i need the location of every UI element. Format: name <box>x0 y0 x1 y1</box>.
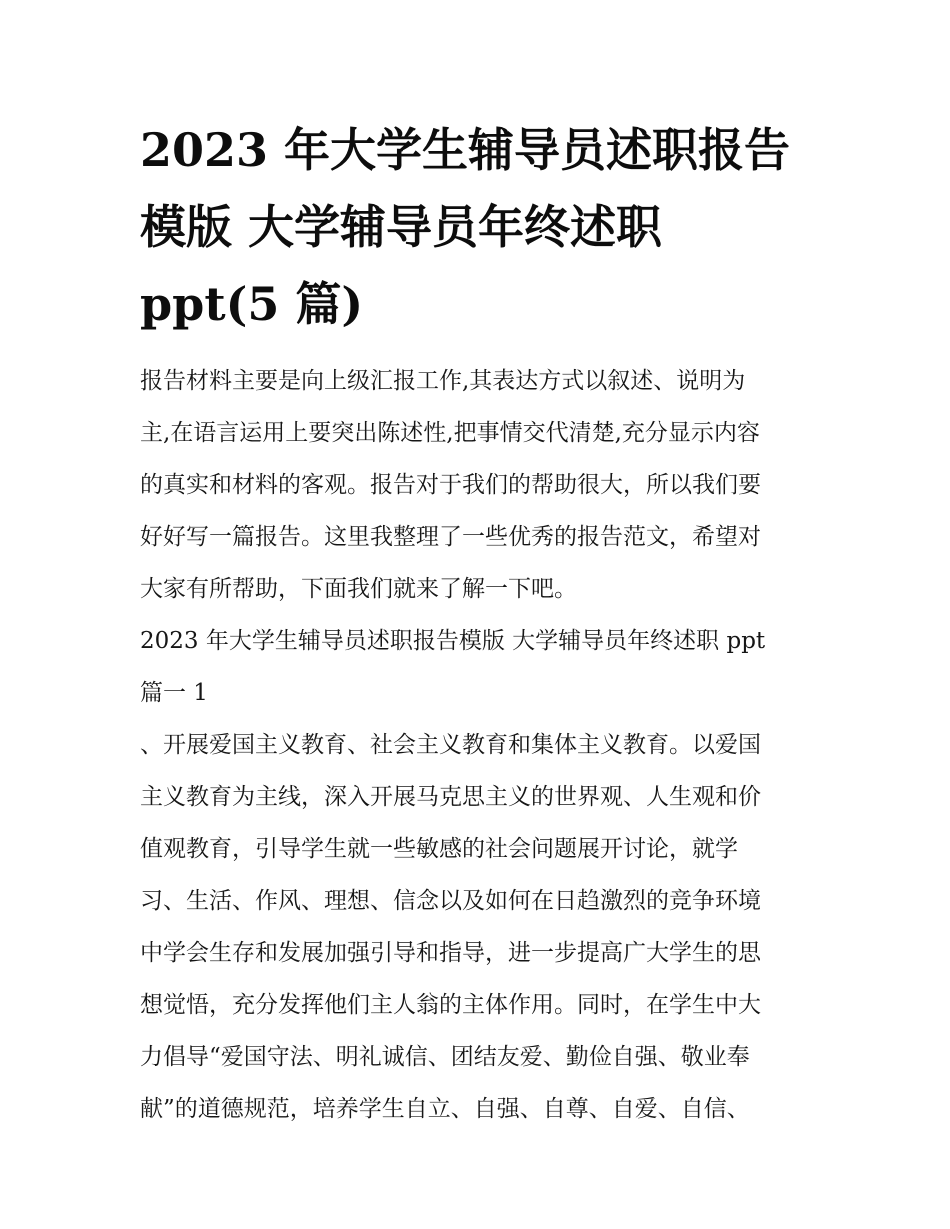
title-line: 2023 年大学生辅导员述职报告 <box>140 123 791 177</box>
text-line: 大家有所帮助，下面我们就来了解一下吧。 <box>140 576 577 602</box>
text-line: 习、生活、作风、理想、信念以及如何在日趋激烈的竞争环境 <box>140 888 761 914</box>
document-body <box>140 355 820 1135</box>
title-line: 模版 大学辅导员年终述职 <box>140 200 663 254</box>
text-line: 想觉悟，充分发挥他们主人翁的主体作用。同时，在学生中大 <box>140 992 761 1018</box>
text-line: 献”的道德规范，培养学生自立、自强、自尊、自爱、自信、 <box>140 1096 750 1122</box>
text-line: 值观教育，引导学生就一些敏感的社会问题展开讨论，就学 <box>140 836 738 862</box>
text-line: 主义教育为主线，深入开展马克思主义的世界观、人生观和价 <box>140 784 761 810</box>
section-paragraph <box>140 719 820 1135</box>
text-line: 2023 年大学生辅导员述职报告模版 大学辅导员年终述职 ppt <box>140 628 766 654</box>
text-line: 的真实和材料的客观。报告对于我们的帮助很大，所以我们要 <box>140 472 761 498</box>
document-title <box>140 112 820 343</box>
text-line: 中学会生存和发展加强引导和指导，进一步提高广大学生的思 <box>140 940 761 966</box>
text-line: 篇一 1 <box>140 680 208 706</box>
text-line: 好好写一篇报告。这里我整理了一些优秀的报告范文，希望对 <box>140 524 761 550</box>
section-heading <box>140 615 820 719</box>
intro-paragraph <box>140 355 820 615</box>
text-line: 、开展爱国主义教育、社会主义教育和集体主义教育。以爱国 <box>140 732 761 758</box>
text-line: 主,在语言运用上要突出陈述性,把事情交代清楚,充分显示内容 <box>140 420 760 446</box>
text-line: 报告材料主要是向上级汇报工作,其表达方式以叙述、说明为 <box>140 368 746 394</box>
title-line: ppt(5 篇) <box>140 277 364 331</box>
text-line: 力倡导“爱国守法、明礼诚信、团结友爱、勤俭自强、敬业奉 <box>140 1044 750 1070</box>
